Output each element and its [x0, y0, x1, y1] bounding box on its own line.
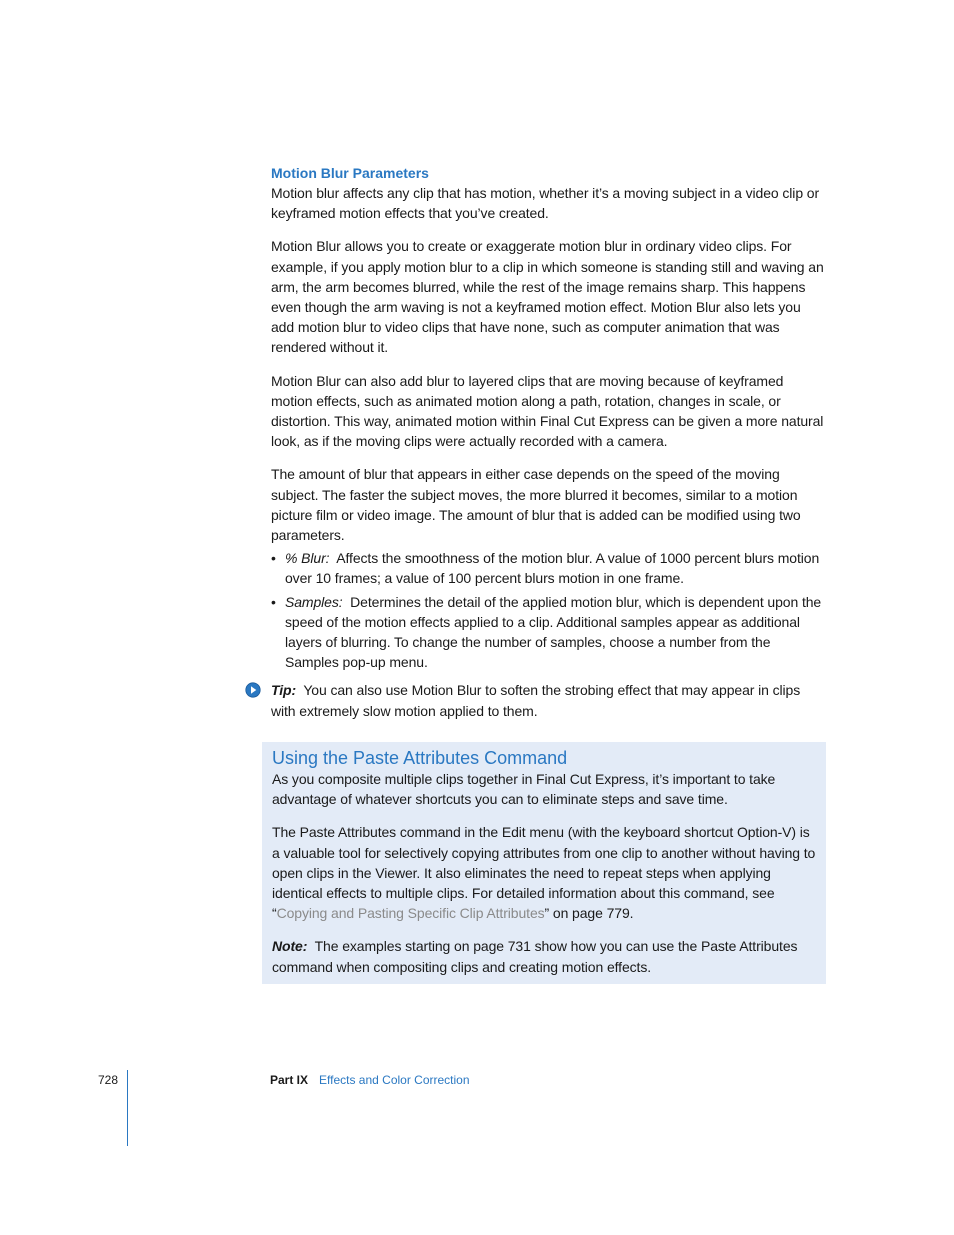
parameter-list	[271, 548, 827, 672]
paste-attributes-box	[262, 742, 826, 984]
note	[272, 936, 820, 976]
cross-reference-link[interactable]: Copying and Pasting Specific Clip Attributes	[276, 905, 545, 922]
tip-arrow-icon	[245, 682, 261, 698]
tip	[271, 680, 827, 720]
section-heading-motion-blur-parameters: Motion Blur Parameters	[271, 165, 429, 181]
tip-text: You can also use Motion Blur to soften the strobing effect that may appear in clips with extremely slow motion applied to them.	[271, 682, 801, 719]
paste-paragraph-2-text: The Paste Attributes command in the Edit menu (with the keyboard shortcut Option-V) is a valuable tool for selectively copying attributes from one clip to another without having to open clips in the Viewer. It also eliminates the need to repeat steps when applying identical effects to multiple clips. For detailed information about this command, see “	[272, 824, 816, 922]
footer-divider	[127, 1070, 128, 1146]
paste-paragraph-1: As you composite multiple clips together in Final Cut Express, it’s important to take advantage of whatever shortcuts you can to eliminate steps and save time.	[272, 771, 776, 808]
section-heading-paste-attributes: Using the Paste Attributes Command	[272, 748, 568, 768]
note-label: Note:	[272, 938, 308, 955]
paste-paragraph-2	[272, 822, 820, 923]
term-samples-description: Determines the detail of the applied motion blur, which is dependent upon the speed of the motion effects applied to a clip. Additional samples appear as additional layers of blurring. To change the number of samples, choose a number from the Samples pop-up menu.	[285, 593, 822, 671]
footer-section-name: Effects and Color Correction	[319, 1073, 470, 1087]
bullet-marker: •	[271, 550, 276, 567]
paragraph-4: The amount of blur that appears in either case depends on the speed of the moving subject. The faster the subject moves, the more blurred it becomes, similar to a motion picture film or video image. The amount of blur that is added can be modified using two parameters.	[271, 466, 801, 544]
part-label	[270, 1072, 308, 1088]
term-blur-description: Affects the smoothness of the motion blur. A value of 1000 percent blurs motion over 10 frames; a value of 100 percent blurs motion in one frame.	[285, 550, 820, 587]
part-label-text: Part IX	[270, 1073, 309, 1087]
term-blur: % Blur:	[285, 550, 330, 567]
page-number: 728	[98, 1073, 119, 1087]
paragraph-3: Motion Blur can also add blur to layered clips that are moving because of keyframed motion effects, such as animated motion along a path, rotation, changes in scale, or distortion. This way, animated motion within Final Cut Express can be given a more natural look, as if the moving clips were actually recorded with a camera.	[271, 372, 824, 450]
paste-attributes-content	[272, 747, 820, 990]
paragraph-2: Motion Blur allows you to create or exaggerate motion blur in ordinary video clips. For example, if you apply motion blur to a clip in which someone is standing still and waving an arm, the arm becomes blurred, while the rest of the image remains sharp. This happens even though the arm waving is not a keyframed motion effect. Motion Blur also lets you add motion blur to video clips that have none, such as computer animation that was rendered without it.	[271, 238, 824, 356]
paragraph-1: Motion blur affects any clip that has motion, whether it’s a moving subject in a video clip or keyframed motion effects that you’ve created.	[271, 185, 820, 222]
list-item-blur	[271, 548, 827, 588]
main-content	[271, 163, 827, 734]
term-samples: Samples:	[285, 593, 343, 610]
paste-paragraph-2-end: ” on page 779.	[544, 905, 634, 922]
bullet-marker: •	[271, 593, 276, 610]
tip-label: Tip:	[271, 682, 297, 699]
note-text: The examples starting on page 731 show how you can use the Paste Attributes command when compositing clips and creating motion effects.	[272, 938, 798, 975]
list-item-samples	[271, 592, 827, 673]
